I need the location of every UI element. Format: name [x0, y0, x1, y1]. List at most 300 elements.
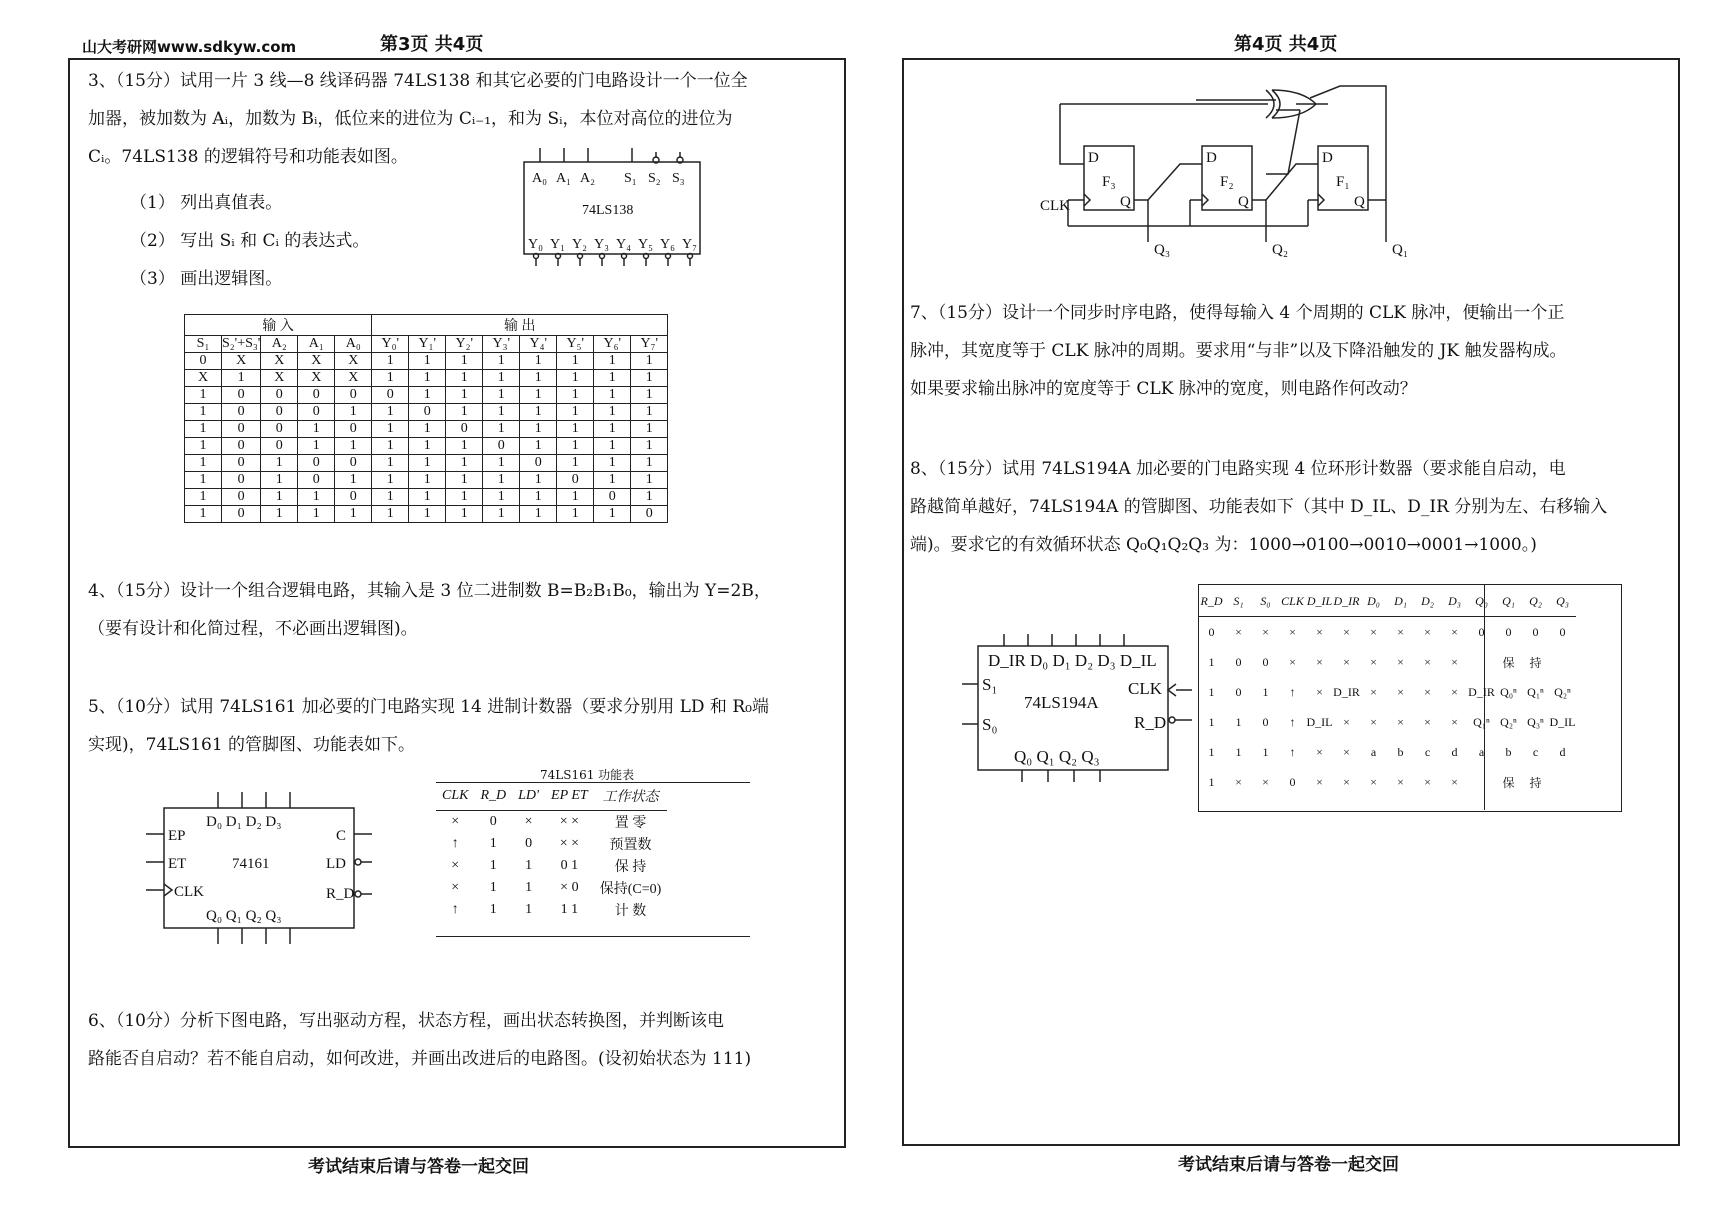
tt-cell: 1 [594, 438, 631, 455]
ft-header-cell: 工作状态 [594, 782, 668, 811]
ft-cell: × [524, 814, 533, 829]
ct-cell: × [1424, 774, 1431, 789]
tt-cell: 1 [483, 489, 520, 506]
tt-cell: 0 [222, 489, 261, 506]
tt-cell: X [261, 370, 298, 387]
tt-cell: 1 [372, 353, 409, 370]
ft-cell: 计 数 [614, 904, 647, 919]
ct-cell: × [1262, 624, 1269, 639]
tt-cell: 1 [557, 353, 594, 370]
ft-cell: 保持(C=0) [599, 882, 662, 897]
ct-header-cell: Q₀ [1468, 586, 1495, 617]
tt-cell: 1 [520, 472, 557, 489]
chip194-name: 74LS194A [1024, 693, 1099, 712]
tt-cell: 1 [185, 472, 222, 489]
ct-cell: × [1316, 684, 1323, 699]
ct-cell: d [1559, 744, 1566, 759]
chip138-pin-y5: Y₅ [638, 237, 653, 252]
ct-cell: b [1397, 744, 1404, 759]
tt-cell: 0 [222, 421, 261, 438]
ct-cell: 0 [1478, 624, 1485, 639]
tt-cell: X [335, 353, 372, 370]
ft-cell: × [451, 814, 460, 829]
table-row [185, 489, 668, 506]
ct-cell: × [1316, 774, 1323, 789]
tt-cell: 1 [483, 370, 520, 387]
question-4 [88, 572, 838, 648]
tt-cell: 1 [335, 506, 372, 523]
ct-header-cell: Q₁ [1495, 586, 1522, 617]
tt-cell: 0 [335, 387, 372, 404]
ct-cell: 保 [1502, 775, 1515, 790]
ct-cell: Q₂ⁿ [1554, 684, 1571, 699]
ct-header-cell: D₁ [1387, 586, 1414, 617]
table-row [1198, 677, 1576, 707]
ct-cell: 0 [1559, 624, 1566, 639]
ct-cell: 0 [1235, 654, 1242, 669]
ff2-q: Q [1238, 194, 1249, 210]
tt-cell: 1 [372, 455, 409, 472]
tt-cell: 1 [446, 506, 483, 523]
tt-header-cell: Y₄' [520, 336, 557, 353]
ct-cell: × [1451, 774, 1458, 789]
tt-cell: 1 [520, 370, 557, 387]
tt-cell: 1 [372, 489, 409, 506]
tt-cell: 1 [483, 353, 520, 370]
tt-cell: 1 [483, 506, 520, 523]
ct-cell: 0 [1505, 624, 1512, 639]
tt-cell: 0 [335, 489, 372, 506]
tt-cell: 1 [446, 387, 483, 404]
tt-cell: 1 [298, 438, 335, 455]
ct-cell: 0 [1235, 684, 1242, 699]
ct-cell: × [1451, 654, 1458, 669]
tt-cell: 0 [222, 506, 261, 523]
ft-cell: × [451, 858, 460, 873]
tt-cell: X [222, 353, 261, 370]
tt-cell: 1 [594, 421, 631, 438]
tt-cell: 1 [631, 370, 668, 387]
ft-cell: 1 1 [560, 902, 579, 917]
tt-cell: 1 [335, 438, 372, 455]
ct-cell: 1 [1262, 684, 1269, 699]
tt-cell: 1 [594, 404, 631, 421]
tt-cell: 0 [298, 472, 335, 489]
ct-cell: × [1235, 774, 1242, 789]
tt-cell: 1 [631, 472, 668, 489]
tt-header-cell: S₂'+S₃' [222, 336, 261, 351]
ct-cell: Q₀ⁿ [1500, 684, 1517, 699]
tt-cell: 1 [409, 489, 446, 506]
ct-cell: Q₃ⁿ [1527, 714, 1544, 729]
ct-cell: 1 [1235, 714, 1242, 729]
tt-cell: 0 [298, 455, 335, 472]
tt-cell: 0 [557, 472, 594, 489]
out-q3: Q₃ [1154, 242, 1171, 258]
tt-cell: 0 [298, 387, 335, 404]
tt-cell: 1 [446, 353, 483, 370]
table-row [1198, 767, 1576, 797]
ct-cell: × [1343, 624, 1350, 639]
tt-cell: 1 [594, 455, 631, 472]
tt-cell: 1 [631, 404, 668, 421]
tt-cell: 1 [483, 455, 520, 472]
ct-cell: ↑ [1289, 714, 1296, 729]
tt-group-output: 输 出 [372, 315, 668, 336]
tt-cell: 1 [446, 370, 483, 387]
ct-cell: d [1451, 744, 1458, 759]
tt-cell: 0 [483, 438, 520, 455]
tt-cell: 1 [372, 438, 409, 455]
tt-cell: 0 [594, 489, 631, 506]
func161-bottom-rule [436, 936, 750, 937]
ft-cell: 0 [489, 814, 497, 829]
chip161-pin-clk: CLK [174, 884, 204, 900]
question-7 [910, 294, 1674, 408]
tt-cell: 0 [446, 421, 483, 438]
tt-cell: 1 [261, 489, 298, 506]
tt-cell: 1 [261, 506, 298, 523]
tt-cell: 1 [372, 506, 409, 523]
ct-cell: × [1370, 654, 1377, 669]
chip138-pin-y7: Y₇ [682, 237, 697, 252]
tt-cell: 1 [261, 472, 298, 489]
ct-cell: D_IL [1306, 714, 1333, 729]
tt-cell: 1 [372, 421, 409, 438]
ct-cell: 1 [1208, 774, 1215, 789]
ct-header-cell: CLK [1279, 586, 1306, 617]
tt-cell: 1 [483, 472, 520, 489]
tt-header-cell: S₁ [185, 336, 222, 353]
func-table-74ls161 [436, 782, 667, 921]
ct-cell: × [1451, 714, 1458, 729]
tt-cell: 1 [446, 438, 483, 455]
ct-cell: 1 [1208, 744, 1215, 759]
ft-cell: 置 零 [614, 816, 647, 831]
tt-cell: 0 [335, 455, 372, 472]
tt-cell: 1 [483, 404, 520, 421]
tt-cell: 1 [409, 421, 446, 438]
tt-cell: 1 [520, 421, 557, 438]
tt-cell: X [261, 353, 298, 370]
ff2-label: F₂ [1220, 174, 1234, 190]
func161-title: 74LS161 功能表 [540, 768, 635, 782]
ct-cell: × [1370, 774, 1377, 789]
tt-cell: 1 [185, 421, 222, 438]
tt-cell: 0 [335, 421, 372, 438]
func-table-74ls194a [1198, 586, 1576, 797]
page-number: 第4页 共4页 [1234, 34, 1338, 55]
chip-74ls138 [520, 148, 710, 270]
ct-cell [1549, 767, 1576, 797]
tt-cell: 0 [372, 387, 409, 404]
tt-cell: 1 [594, 472, 631, 489]
q6-line: 6、（10分）分析下图电路，写出驱动方程，状态方程，画出状态转换图，并判断该电 [88, 1011, 724, 1031]
ff1-q: Q [1354, 194, 1365, 210]
question-3 [88, 62, 838, 176]
tt-cell: 1 [520, 404, 557, 421]
ft-cell: 1 [489, 836, 497, 851]
ct-cell: × [1262, 774, 1269, 789]
tt-cell: 1 [557, 387, 594, 404]
tt-cell: 1 [446, 455, 483, 472]
ct-cell: × [1316, 654, 1323, 669]
ct-cell: 0 [1262, 654, 1269, 669]
ct-header-cell: S₁ [1225, 586, 1252, 617]
table-row [436, 877, 667, 899]
ct-header-cell: D_IL [1306, 586, 1333, 617]
ct-cell: × [1397, 714, 1404, 729]
ct-cell: × [1397, 774, 1404, 789]
tt-header-cell: Y₇' [631, 336, 668, 353]
ct-cell: 保 [1502, 655, 1515, 670]
ct-cell: b [1505, 744, 1512, 759]
ring-counter-circuit [1040, 82, 1500, 262]
ct-cell [1468, 767, 1495, 797]
tt-cell: 1 [631, 387, 668, 404]
tt-cell: 1 [372, 404, 409, 421]
tt-cell: 1 [594, 506, 631, 523]
tt-header-cell: Y₃' [483, 336, 520, 353]
q4-line: 4、（15分）设计一个组合逻辑电路，其输入是 3 位二进制数 B=B₂B₁B₀，输出为 Y=2B， [88, 581, 771, 601]
q3-sub-2: （2） 写出 Sᵢ 和 Cᵢ 的表达式。 [130, 231, 370, 251]
chip194-pin-s0: S₀ [982, 715, 998, 734]
tt-header-cell: Y₀' [372, 336, 409, 353]
ct-cell: 持 [1529, 655, 1542, 670]
q8-line: 端)。要求它的有效循环状态 Q₀Q₁Q₂Q₃ 为：1000→0100→0010→0001→1000。) [910, 535, 1537, 555]
ct-cell: × [1397, 624, 1404, 639]
chip138-pin-s1: S₁ [624, 171, 637, 186]
ft-cell: ↑ [451, 902, 459, 917]
tt-header-cell: A₂ [261, 336, 298, 353]
tt-cell: 1 [446, 404, 483, 421]
ft-cell: 1 [489, 902, 497, 917]
question-5 [88, 688, 838, 764]
tt-cell: 1 [409, 506, 446, 523]
tt-cell: 1 [409, 370, 446, 387]
table-row [436, 855, 667, 877]
ct-cell: × [1343, 714, 1350, 729]
tt-cell: 1 [631, 489, 668, 506]
tt-cell: 1 [631, 438, 668, 455]
ft-cell: 1 [489, 858, 497, 873]
right-page [860, 0, 1720, 1214]
chip138-pin-a1: A₁ [556, 171, 571, 186]
ct-cell: 0 [1208, 624, 1215, 639]
ct-cell: 0 [1262, 714, 1269, 729]
ct-cell: 0 [1532, 624, 1539, 639]
ct-cell: ↑ [1289, 744, 1296, 759]
table-row [1198, 707, 1576, 737]
ct-header-cell: D_IR [1333, 586, 1360, 617]
chip138-name: 74LS138 [582, 203, 634, 218]
ct-cell: × [1451, 624, 1458, 639]
ft-cell: × 0 [560, 880, 579, 895]
ct-cell: ↑ [1289, 684, 1296, 699]
chip194-pin-clk: CLK [1128, 679, 1162, 698]
ft-header-cell: R_D [474, 782, 512, 811]
ct-cell [1549, 647, 1576, 677]
tt-header-cell: Y₅' [557, 336, 594, 353]
tt-group-input: 输 入 [185, 315, 372, 336]
table-row [436, 899, 667, 921]
ct-cell: 1 [1208, 654, 1215, 669]
tt-cell: 1 [222, 370, 261, 387]
chip161-top-pins: D₀ D₁ D₂ D₃ [206, 814, 282, 830]
chip-74ls194a [952, 632, 1202, 784]
tt-cell: 0 [185, 353, 222, 370]
tt-cell: 1 [185, 489, 222, 506]
table-row [185, 387, 668, 404]
q5-line: 5、（10分）试用 74LS161 加必要的门电路实现 14 进制计数器（要求分别用 LD 和 R₀端 [88, 697, 769, 717]
chip138-pin-s2: S₂ [648, 171, 661, 186]
q3-line: 加器，被加数为 Aᵢ，加数为 Bᵢ，低位来的进位为 Cᵢ₋₁，和为 Sᵢ，本位对高位的进位为 [88, 109, 733, 129]
tt-cell: 1 [409, 353, 446, 370]
tt-header-cell: Y₆' [594, 336, 631, 353]
ct-cell: × [1343, 774, 1350, 789]
chip138-pin-y6: Y₆ [660, 237, 675, 252]
ct-header-cell: D₂ [1414, 586, 1441, 617]
ct-cell: 1 [1208, 714, 1215, 729]
tt-cell: 0 [222, 387, 261, 404]
ct-header-cell: R_D [1198, 586, 1225, 617]
chip161-bottom-pins: Q₀ Q₁ Q₂ Q₃ [206, 908, 282, 924]
q5-line: 实现)，74LS161 的管脚图、功能表如下。 [88, 735, 416, 755]
question-6 [88, 1002, 848, 1078]
tt-cell: 1 [594, 370, 631, 387]
ct-cell: 1 [1208, 684, 1215, 699]
ft-cell: 0 [525, 836, 533, 851]
tt-cell: 0 [520, 455, 557, 472]
table-row [185, 506, 668, 523]
tt-cell: 0 [261, 404, 298, 421]
page-number: 第3页 共4页 [380, 34, 484, 55]
tt-cell: 1 [557, 489, 594, 506]
ft-cell: 预置数 [609, 838, 652, 853]
tt-cell: 1 [372, 370, 409, 387]
tt-cell: 1 [409, 387, 446, 404]
tt-cell: 1 [520, 506, 557, 523]
ct-cell: Q₁ⁿ [1473, 714, 1490, 729]
chip161-name: 74161 [232, 856, 270, 872]
tt-cell: 1 [557, 421, 594, 438]
chip138-pin-y0: Y₀ [528, 237, 543, 252]
tt-cell: 1 [520, 438, 557, 455]
chip161-pin-et: ET [168, 856, 187, 872]
tt-cell: X [298, 353, 335, 370]
ct-cell: × [1289, 624, 1296, 639]
tt-cell: X [185, 370, 222, 387]
tt-cell: 0 [222, 404, 261, 421]
tt-cell: 0 [222, 438, 261, 455]
ct-cell: × [1424, 624, 1431, 639]
chip194-bottom-pins: Q₀ Q₁ Q₂ Q₃ [1014, 747, 1100, 766]
tt-cell: 1 [298, 421, 335, 438]
table-row [1198, 737, 1576, 767]
q8-line: 8、（15分）试用 74LS194A 加必要的门电路实现 4 位环形计数器（要求能自启动，电 [910, 459, 1566, 479]
tt-cell: 0 [298, 404, 335, 421]
tt-cell: 1 [483, 387, 520, 404]
ff2-d: D [1206, 150, 1217, 166]
tt-cell: 1 [185, 506, 222, 523]
table-row [185, 421, 668, 438]
ct-header-cell: Q₂ [1522, 586, 1549, 617]
tt-cell: X [335, 370, 372, 387]
ft-cell: 1 [525, 858, 533, 873]
footer-note: 考试结束后请与答卷一起交回 [1178, 1155, 1399, 1175]
tt-cell: 1 [520, 489, 557, 506]
ct-cell: 1 [1262, 744, 1269, 759]
ft-cell: × × [559, 814, 580, 829]
tt-cell: 0 [222, 472, 261, 489]
table-row [185, 404, 668, 421]
tt-cell: 0 [631, 506, 668, 523]
chip138-pin-a2: A₂ [580, 171, 595, 186]
ct-cell: × [1397, 684, 1404, 699]
tt-cell: 1 [520, 353, 557, 370]
q4-line: （要有设计和化简过程，不必画出逻辑图)。 [88, 619, 418, 639]
ct-header-cell: S₀ [1252, 586, 1279, 617]
tt-cell: 1 [185, 455, 222, 472]
ff3-label: F₃ [1102, 174, 1116, 190]
ct-cell: D_IL [1549, 714, 1576, 729]
ct-cell: 0 [1289, 774, 1296, 789]
ct-cell: × [1424, 714, 1431, 729]
ct-cell: × [1370, 624, 1377, 639]
tt-cell: 1 [557, 370, 594, 387]
ct-cell: D_IR [1333, 684, 1360, 699]
tt-cell: 1 [409, 472, 446, 489]
table-row [185, 353, 668, 370]
table-row [1198, 647, 1576, 677]
table-row [185, 472, 668, 489]
tt-cell: 1 [557, 404, 594, 421]
tt-cell: 1 [446, 472, 483, 489]
tt-cell: 0 [222, 455, 261, 472]
chip161-pin-ld: LD [326, 856, 346, 872]
site-header: 山大考研网www.sdkyw.com [82, 38, 297, 56]
table-row [185, 438, 668, 455]
chip138-pin-s3: S₃ [672, 171, 685, 186]
ct-header-cell: D₃ [1441, 586, 1468, 617]
truth-table-74ls138 [184, 314, 668, 523]
tt-cell: 0 [261, 438, 298, 455]
ft-header-cell: CLK [436, 782, 474, 811]
ct-cell: c [1532, 744, 1539, 759]
ct-cell: × [1235, 624, 1242, 639]
chip138-pin-y4: Y₄ [616, 237, 631, 252]
tt-cell: 1 [483, 421, 520, 438]
tt-cell: 1 [520, 387, 557, 404]
ct-cell [1468, 647, 1495, 677]
circuit-clk-label: CLK [1040, 198, 1070, 214]
tt-header-cell: Y₂' [446, 336, 483, 353]
ct-cell: × [1289, 654, 1296, 669]
ct-cell: × [1370, 684, 1377, 699]
chip194-pin-s1: S₁ [982, 675, 998, 694]
ft-cell: 1 [489, 880, 497, 895]
footer-note: 考试结束后请与答卷一起交回 [308, 1157, 529, 1177]
ct-cell: × [1343, 654, 1350, 669]
ft-header-cell: LD' [512, 782, 545, 811]
ct-cell: × [1424, 684, 1431, 699]
ft-cell: 0 1 [560, 858, 579, 873]
chip138-pin-y1: Y₁ [550, 237, 565, 252]
chip138-pin-y2: Y₂ [572, 237, 587, 252]
tt-cell: X [298, 370, 335, 387]
tt-cell: 1 [557, 506, 594, 523]
tt-cell: 1 [594, 387, 631, 404]
